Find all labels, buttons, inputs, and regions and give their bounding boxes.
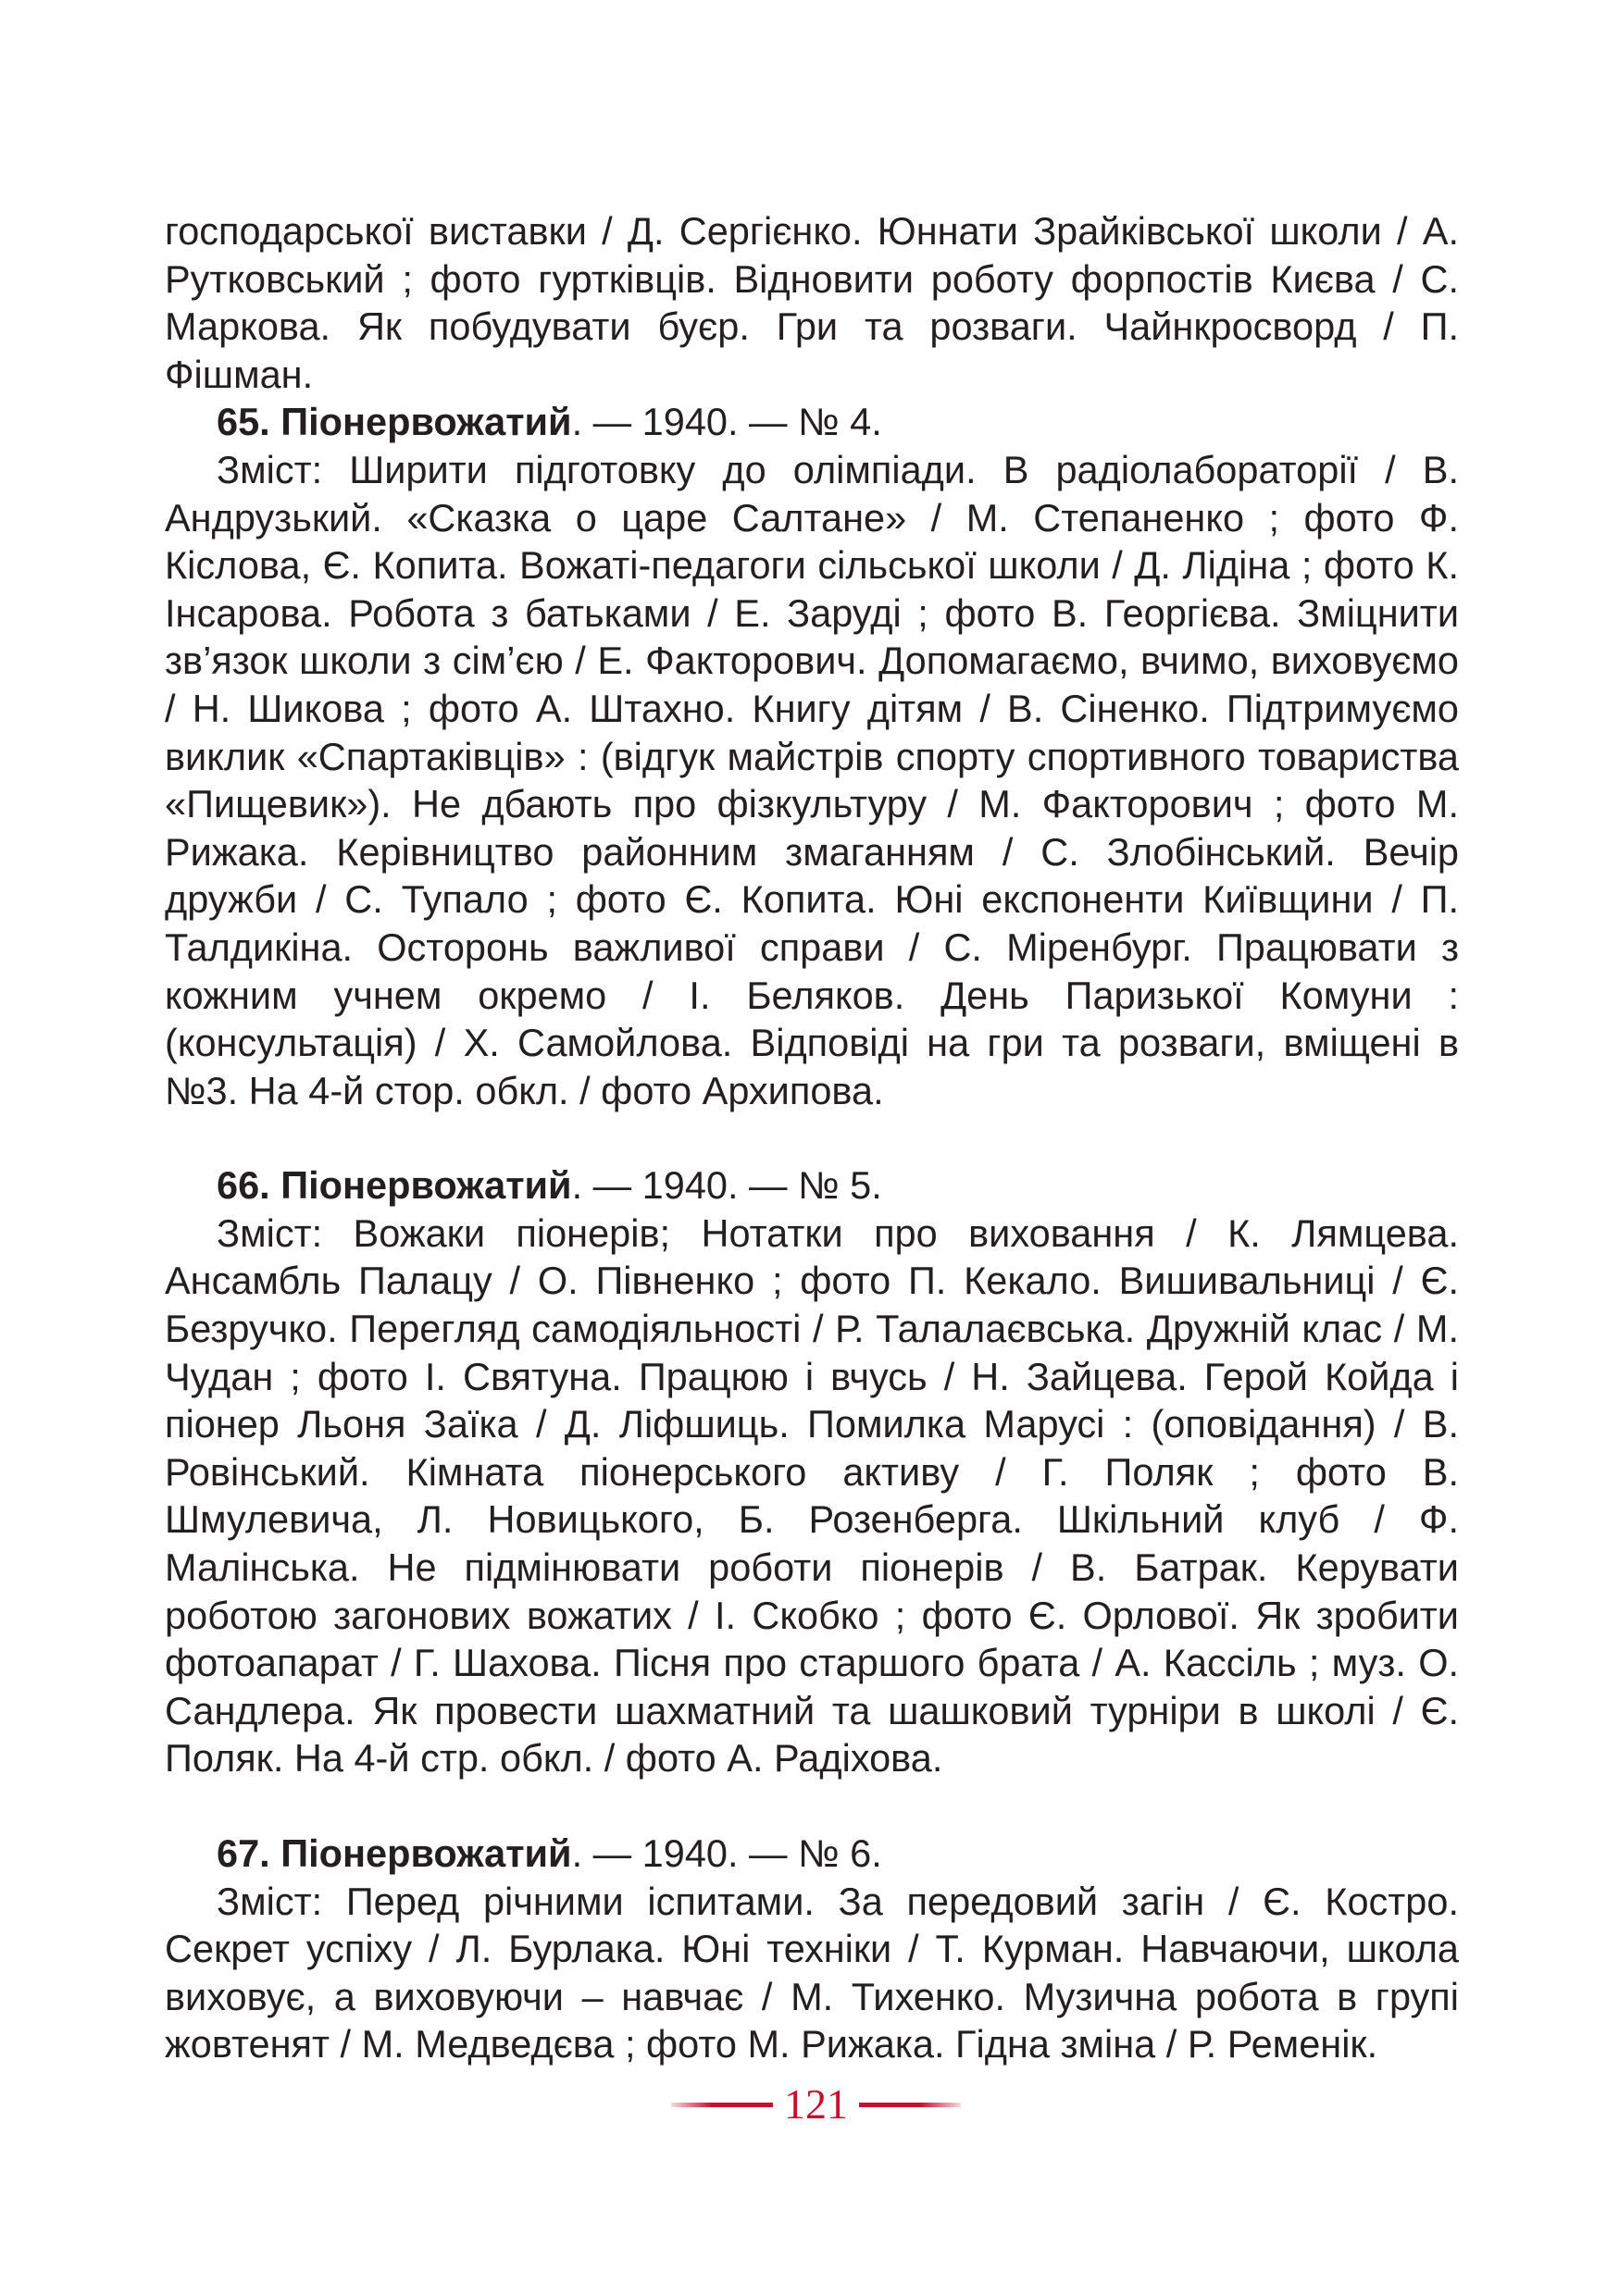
entry-contents: Зміст: Ширити підготовку до олімпіади. В радіолабораторії / В. Андрузький. «Сказка о царе Салтане» / М. Степаненко ; фото Ф. Кіслова, Є. Копита. Вожаті-педагоги сільської школи / Д. Лідіна ; фото К. Інсарова. Робота з батьками / Е. Заруді ; фото В. Георгієва. Зміцнити зв’язок школи з сім’єю / Е. Факторович. Допомагаємо, вчимо, виховуємо / Н. Шикова ; фото А. Штахно. Книгу дітям / В. Сіненко. Підтримуємо виклик «Спартаківців» : (відгук майстрів спорту спортивного товариства «Пищевик»). Не дбають про фізкультуру / М. Факторович ; фото М. Рижака. Керівництво районним змаганням / С. Злобінський. Вечір дружби / С. Тупало ; фото Є. Копита. Юні експоненти Київщини / П. Талдикіна. Осторонь важливої справи / С. Міренбург. Працювати з кожним учнем окремо / І. Беляков. День Паризької Комуни : (консультація) / Х. Самойлова. Відповіді на гри та розваги, вміщені в №3. На 4-й стор. обкл. / фото Архипова. bbox=[165, 447, 1459, 1112]
entry-title: Піонервожатий bbox=[280, 1163, 572, 1208]
entry-number: 66. bbox=[217, 1163, 270, 1208]
entry-number: 67. bbox=[217, 1831, 270, 1875]
continuation-paragraph: господарської виставки / Д. Сергієнко. Юннати Зрайківської школи / А. Рутковський ; фото гуртківців. Відновити роботу форпостів Києва / С. Маркова. Як побудувати буєр. Гри та розваги. Чайнкросворд / П. Фішман. bbox=[165, 209, 1459, 396]
entry-meta: . — 1940. — № 4. bbox=[571, 400, 882, 444]
entry-title: Піонервожатий bbox=[280, 400, 572, 444]
footer-rule-left bbox=[671, 2103, 773, 2107]
catalog-entry bbox=[165, 398, 1459, 1114]
page-text-column bbox=[165, 207, 1459, 2068]
entry-meta: . — 1940. — № 5. bbox=[571, 1163, 882, 1208]
entry-number: 65. bbox=[217, 400, 270, 444]
page-number: 121 bbox=[784, 2080, 848, 2128]
entry-title: Піонервожатий bbox=[280, 1831, 572, 1875]
catalog-entry bbox=[165, 1830, 1459, 2068]
footer-rule-right bbox=[859, 2103, 961, 2107]
page-footer bbox=[0, 2077, 1619, 2132]
entry-contents: Зміст: Вожаки піонерів; Нотатки про виховання / К. Лямцева. Ансамбль Палацу / О. Півненко ; фото П. Кекало. Вишивальниці / Є. Безручко. Перегляд самодіяльності / Р. Талалаєвська. Дружній клас / М. Чудан ; фото І. Святуна. Працюю і вчусь / Н. Зайцева. Герой Койда і піонер Льоня Заїка / Д. Ліфшиць. Помилка Марусі : (оповідання) / В. Ровінський. Кімната піонерського активу / Г. Поляк ; фото В. Шмулевича, Л. Новицького, Б. Розенберга. Шкільний клуб / Ф. Малінська. Не підмінювати роботи піонерів / В. Батрак. Керувати роботою загонових вожатих / І. Скобко ; фото Є. Орлової. Як зробити фотоапарат / Г. Шахова. Пісня про старшого брата / А. Кассіль ; муз. О. Сандлера. Як провести шахматний та шашковий турніри в школі / Є. Поляк. На 4-й стр. обкл. / фото А. Радіхова. bbox=[165, 1210, 1459, 1781]
entry-heading bbox=[165, 1830, 1459, 1878]
entry-meta: . — 1940. — № 6. bbox=[571, 1831, 882, 1875]
entry-contents: Зміст: Перед річними іспитами. За передовий загін / Є. Костро. Секрет успіху / Л. Бурлака. Юні техніки / Т. Курман. Навчаючи, школа виховує, а виховуючи – навчає / М. Тихенко. Музична робота в групі жовтенят / М. Медведєва ; фото М. Рижака. Гідна зміна / Р. Ременік. bbox=[165, 1879, 1459, 2066]
catalog-entry bbox=[165, 1161, 1459, 1782]
entry-heading bbox=[165, 398, 1459, 446]
entry-heading bbox=[165, 1161, 1459, 1210]
